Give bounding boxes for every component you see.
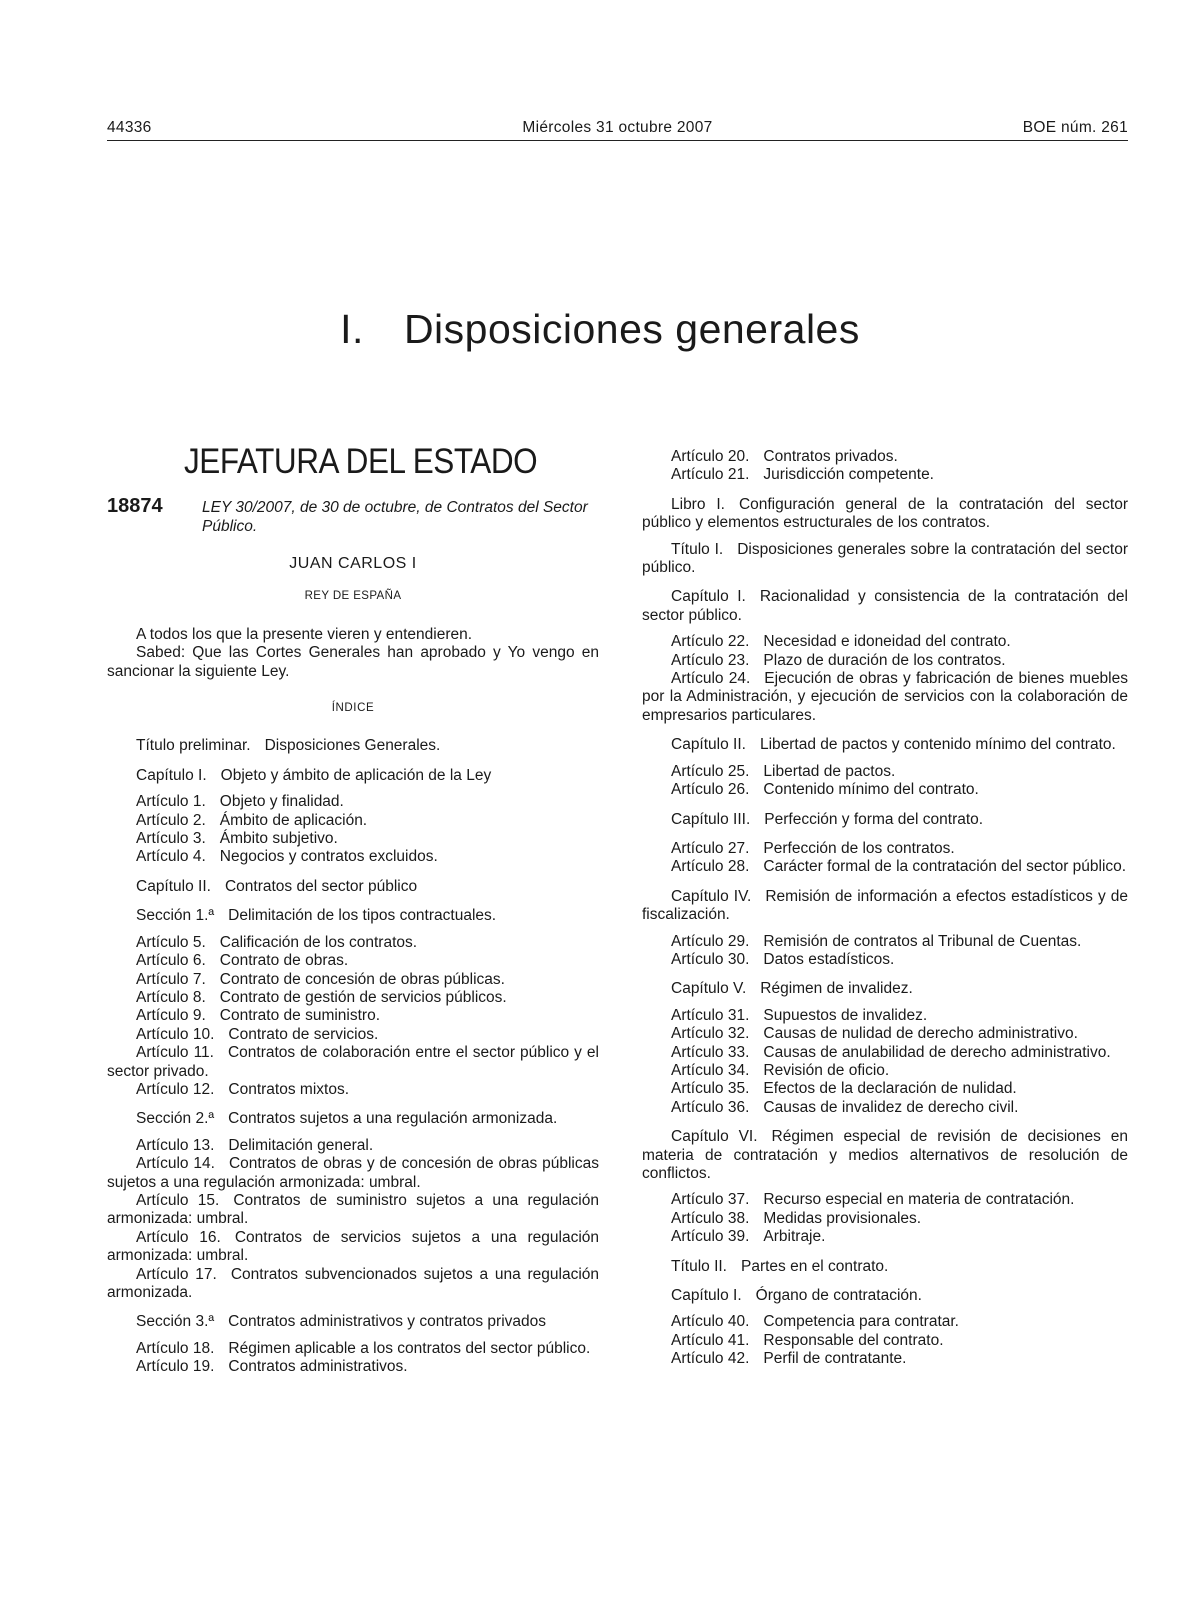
index-entry-text: Contenido mínimo del contrato. [763,781,979,799]
index-entry [107,878,599,896]
preamble-line: Sabed: Que las Cortes Generales han aprobado y Yo vengo en sancionar la siguiente Ley. [107,644,599,680]
index-entry [107,971,599,989]
index-entry-label: Libro I. [671,495,725,513]
index-entry-label: Artículo 14. [136,1155,215,1173]
index-entry-text: Partes en el contrato. [741,1257,889,1275]
index-entry-text: Supuestos de invalidez. [763,1006,928,1024]
index-entry [107,767,599,785]
index-entry-label: Artículo 24. [671,670,751,688]
index-entry [642,1025,1128,1043]
section-title [0,306,1200,353]
index-entry-label: Capítulo VI. [671,1128,758,1146]
index-entry-label: Artículo 13. [136,1136,215,1154]
index-entry [642,1228,1128,1246]
index-entry-text: Racionalidad y consistencia de la contratación del sector público. [642,588,1128,624]
index-entry-label: Capítulo V. [671,980,747,998]
index-entry-label: Capítulo II. [671,736,746,754]
index-entry-label: Artículo 16. [136,1228,221,1246]
index-entry-text: Libertad de pactos y contenido mínimo del contrato. [759,736,1116,754]
index-entry-label: Artículo 36. [671,1098,750,1116]
index-entry [642,633,1128,651]
index-entry-text: Configuración general de la contratación del sector público y elementos estructurales de los contratos. [642,495,1129,532]
index-entry [642,1007,1128,1025]
index-entry [642,781,1128,799]
index-entry [642,466,1128,484]
index-entry-label: Capítulo I. [671,1287,742,1305]
index-entry [642,448,1128,466]
index-entry [642,652,1128,670]
law-number: 18874 [107,495,163,517]
index-heading: ÍNDICE [331,702,375,715]
index-entry [107,1110,599,1128]
index-entry [642,1332,1128,1350]
index-entry [107,1155,599,1192]
index-entry-label: Sección 1.ª [136,907,215,925]
index-entry [642,840,1128,858]
index-entry-label: Artículo 31. [671,1006,750,1024]
index-entry-label: Artículo 37. [671,1191,750,1209]
index-entry-text: Régimen aplicable a los contratos del sector público. [228,1339,591,1357]
index-entry-label: Artículo 8. [136,988,206,1006]
index-entry-text: Delimitación de los tipos contractuales. [228,907,497,925]
index-entry [107,1081,599,1099]
index-entry [642,811,1128,829]
index-entry [642,933,1128,951]
index-entry [107,1044,599,1081]
index-entry-text: Arbitraje. [763,1228,826,1246]
index-entry-text: Negocios y contratos excluidos. [219,848,438,866]
index-entry-label: Artículo 32. [671,1025,750,1043]
index-entry-text: Perfección de los contratos. [763,839,955,857]
index-entry [107,952,599,970]
index-entry [642,541,1128,578]
index-entry-label: Artículo 27. [671,839,750,857]
index-entry [107,989,599,1007]
index-entry-label: Artículo 1. [136,793,206,811]
index-entry-text: Ámbito de aplicación. [219,811,368,829]
monarch-name: JUAN CARLOS I [289,555,417,572]
index-entry [107,1340,599,1358]
index-entry-text: Carácter formal de la contratación del sector público. [763,858,1127,876]
index-entry-text: Causas de nulidad de derecho administrativo. [763,1025,1078,1043]
index-entry-label: Capítulo I. [136,766,207,784]
index-entry [107,830,599,848]
index-entry [642,1191,1128,1209]
index-entry [107,848,599,866]
index-entry-label: Artículo 34. [671,1061,750,1079]
index-entry [107,737,599,755]
page-number: 44336 [107,119,152,136]
index-entry-label: Artículo 38. [671,1209,750,1227]
index-entry-text: Remisión de información a efectos estadísticos y de fiscalización. [642,887,1128,924]
index-entry [642,1210,1128,1228]
index-entry-text: Contratos administrativos. [228,1358,408,1376]
index-entry [642,1258,1128,1276]
index-entry [642,858,1128,876]
index-entry [642,588,1128,625]
index-entry-label: Artículo 11. [136,1044,214,1062]
index-entry-label: Título I. [671,540,724,558]
office-heading: JEFATURA DEL ESTADO [184,442,538,481]
index-entry-text: Contratos de servicios sujetos a una regulación armonizada: umbral. [107,1228,600,1265]
index-entry [107,1358,599,1376]
index-entry-label: Artículo 29. [671,932,750,950]
index-entry-text: Responsable del contrato. [763,1331,944,1349]
publication-date: Miércoles 31 octubre 2007 [522,119,713,136]
index-entry-text: Contratos sujetos a una regulación armonizada. [228,1110,558,1128]
index-entry-text: Contrato de suministro. [219,1007,381,1025]
index-entry-label: Artículo 6. [136,952,206,970]
index-entry-text: Contratos privados. [763,448,898,465]
index-entry [642,1313,1128,1331]
index-entry-text: Contrato de obras. [219,952,349,970]
index-entry-text: Contratos mixtos. [228,1080,350,1098]
index-entry-label: Artículo 9. [136,1007,206,1025]
index-list-left [107,737,599,1376]
index-entry-label: Artículo 41. [671,1331,750,1349]
index-entry-text: Jurisdicción competente. [763,466,934,484]
index-entry-label: Sección 3.ª [136,1313,215,1331]
index-entry-label: Artículo 3. [136,830,206,848]
index-entry-label: Artículo 2. [136,811,206,829]
index-entry [107,907,599,925]
left-column [107,440,599,1377]
index-entry-label: Artículo 23. [671,651,750,669]
index-entry-text: Objeto y finalidad. [219,793,344,811]
law-title: LEY 30/2007, de 30 de octubre, de Contratos del Sector Público. [202,499,588,535]
page-header [107,118,1128,141]
index-entry-text: Régimen de invalidez. [760,980,913,998]
index-entry-text: Contratos de suministro sujetos a una regulación armonizada: umbral. [107,1191,599,1228]
section-name: Disposiciones generales [403,306,860,352]
index-entry-text: Remisión de contratos al Tribunal de Cuentas. [763,932,1082,950]
index-entry-text: Perfección y forma del contrato. [764,810,984,828]
index-entry-label: Artículo 39. [671,1228,750,1246]
index-entry-label: Artículo 5. [136,933,206,951]
index-entry [107,1137,599,1155]
index-entry-label: Artículo 30. [671,950,750,968]
index-entry-text: Contrato de concesión de obras públicas. [219,970,505,988]
index-entry-text: Revisión de oficio. [763,1061,890,1079]
index-entry-text: Perfil de contratante. [763,1350,907,1368]
index-entry-text: Régimen especial de revisión de decisiones en materia de contratación y medios alternativos de resolución de conflictos. [642,1128,1128,1182]
index-entry [642,888,1128,925]
index-list-right [642,448,1128,1369]
index-entry-text: Contratos de colaboración entre el sector público y el sector privado. [107,1044,599,1080]
index-entry-text: Plazo de duración de los contratos. [763,651,1006,669]
index-entry [642,1287,1128,1305]
index-entry-label: Título preliminar. [136,737,251,755]
index-entry [107,1266,599,1303]
index-entry [642,980,1128,998]
index-entry [642,1062,1128,1080]
index-entry-label: Capítulo III. [671,810,751,828]
index-entry-label: Artículo 25. [671,762,750,780]
index-entry-label: Artículo 33. [671,1043,750,1061]
index-entry-text: Ejecución de obras y fabricación de bienes muebles por la Administración, y ejecución de servicios con la colaboración de empresarios particulares. [642,670,1128,724]
index-entry-text: Contratos del sector público [224,877,418,895]
index-entry-label: Artículo 22. [671,633,750,651]
index-entry-text: Contratos de obras y de concesión de obras públicas sujetos a una regulación armonizada: umbral. [107,1155,599,1191]
index-entry [642,951,1128,969]
index-entry-text: Efectos de la declaración de nulidad. [763,1080,1017,1098]
index-entry [642,763,1128,781]
index-entry-text: Contrato de gestión de servicios públicos. [219,988,507,1006]
index-entry-label: Artículo 19. [136,1358,215,1376]
index-entry [642,1080,1128,1098]
index-entry-text: Medidas provisionales. [763,1209,922,1227]
index-entry-text: Contratos administrativos y contratos privados [228,1313,547,1331]
index-entry [107,1192,599,1229]
index-entry [642,1099,1128,1117]
index-entry [642,1044,1128,1062]
index-entry-text: Contrato de servicios. [228,1025,379,1043]
index-entry-label: Artículo 4. [136,848,206,866]
index-entry-text: Recurso especial en materia de contratación. [763,1191,1075,1209]
law-heading [107,495,599,536]
index-entry [107,1313,599,1331]
index-entry [642,1350,1128,1368]
index-entry [642,736,1128,754]
index-entry [107,1026,599,1044]
index-entry-text: Causas de anulabilidad de derecho administrativo. [763,1043,1111,1061]
index-entry-label: Artículo 10. [136,1025,215,1043]
index-entry [642,1128,1128,1183]
index-entry-text: Órgano de contratación. [755,1287,922,1305]
index-entry-text: Ámbito subjetivo. [219,830,338,848]
index-entry-label: Artículo 40. [671,1313,750,1331]
index-entry-label: Artículo 18. [136,1339,215,1357]
index-entry-label: Artículo 15. [136,1191,220,1209]
index-entry-text: Objeto y ámbito de aplicación de la Ley [220,766,492,784]
index-entry-text: Disposiciones generales sobre la contratación del sector público. [642,540,1128,577]
index-entry [107,1007,599,1025]
index-entry-label: Artículo 28. [671,858,750,876]
index-entry [107,1229,599,1266]
section-roman: I. [340,306,364,352]
index-entry-text: Delimitación general. [228,1136,374,1154]
bulletin-number: BOE núm. 261 [1022,119,1128,136]
index-entry [642,670,1128,725]
index-entry [107,812,599,830]
index-entry-text: Calificación de los contratos. [219,933,418,951]
index-entry [107,793,599,811]
index-entry-label: Capítulo II. [136,877,211,895]
index-entry-label: Título II. [671,1257,727,1275]
index-entry-text: Datos estadísticos. [763,950,895,968]
index-entry-label: Artículo 35. [671,1080,750,1098]
index-entry-label: Artículo 42. [671,1350,750,1368]
monarch-title: REY DE ESPAÑA [304,590,402,603]
index-entry-text: Contratos subvencionados sujetos a una regulación armonizada. [107,1265,599,1301]
index-entry-text: Causas de invalidez de derecho civil. [763,1098,1019,1116]
index-entry-label: Artículo 26. [671,781,750,799]
index-entry-label: Capítulo I. [671,588,746,606]
index-entry-text: Competencia para contratar. [763,1313,959,1331]
index-entry-label: Artículo 20. [671,448,750,465]
index-entry [642,496,1128,533]
preamble-line: A todos los que la presente vieren y entendieren. [136,625,473,643]
index-entry-label: Sección 2.ª [136,1110,215,1128]
index-entry-label: Capítulo IV. [671,887,752,905]
index-entry-text: Disposiciones Generales. [264,737,441,755]
index-entry-text: Libertad de pactos. [763,762,896,780]
index-entry-label: Artículo 7. [136,970,206,988]
index-entry-label: Artículo 21. [671,466,750,484]
index-entry-label: Artículo 17. [136,1265,217,1283]
right-column [642,448,1128,1369]
index-entry [107,934,599,952]
index-entry-label: Artículo 12. [136,1080,215,1098]
index-entry-text: Necesidad e idoneidad del contrato. [763,633,1011,651]
